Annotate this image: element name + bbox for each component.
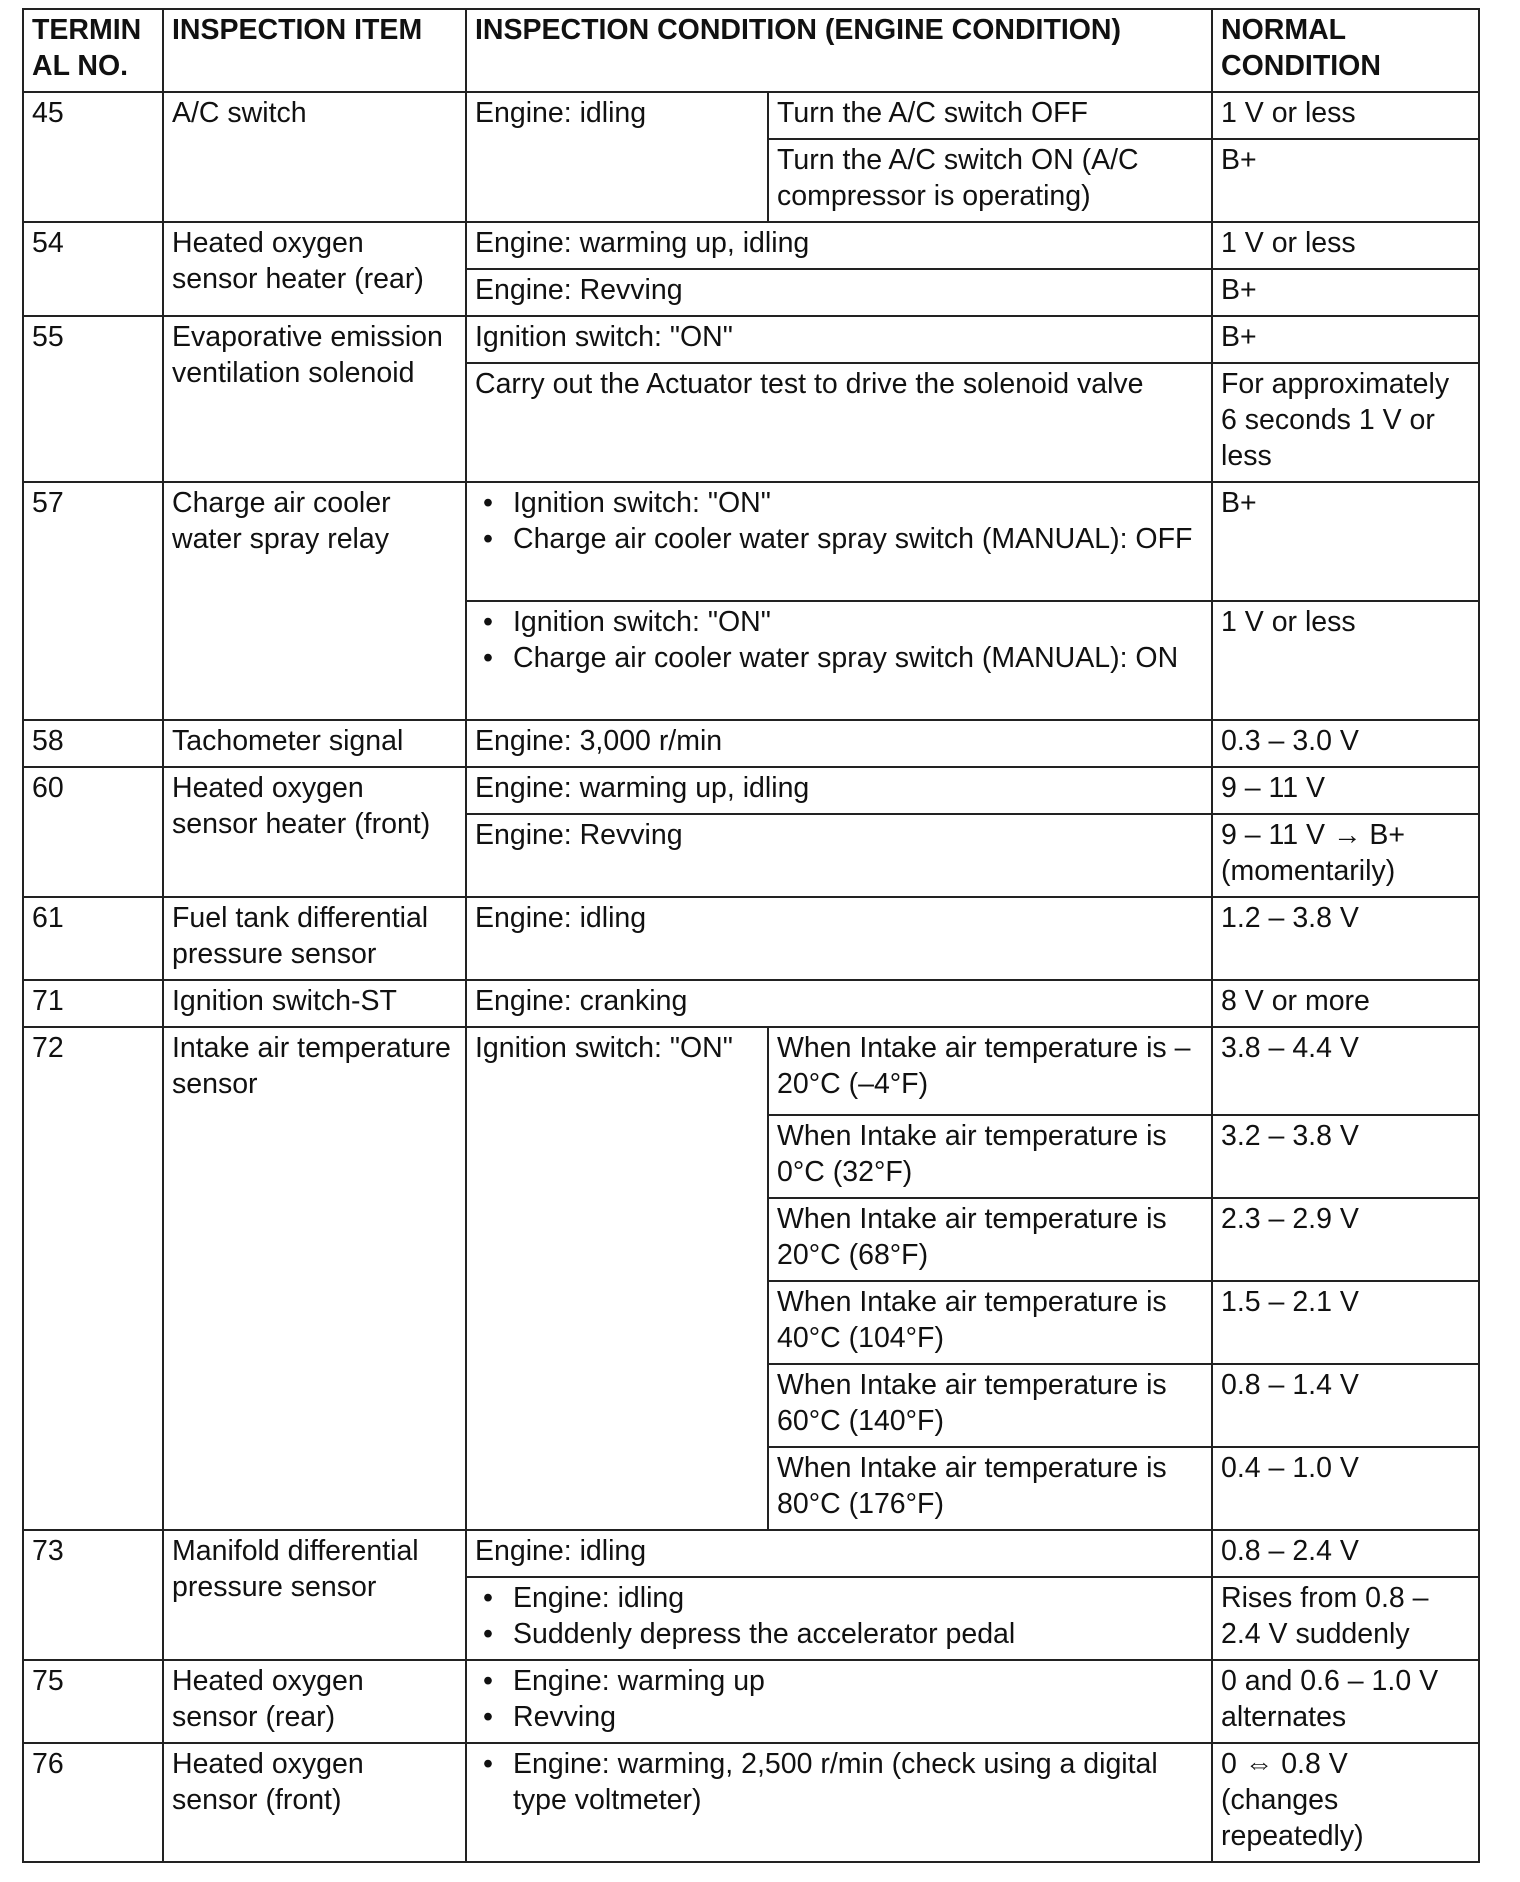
condition-cell bbox=[466, 1660, 1212, 1743]
list-item: • Charge air cooler water spray switch (MANUAL): OFF bbox=[513, 521, 1203, 557]
normal-condition-cell: 3.8 – 4.4 V bbox=[1212, 1027, 1479, 1115]
table-row bbox=[23, 92, 1479, 139]
terminal-no-cell: 58 bbox=[23, 720, 163, 767]
table-row bbox=[23, 1743, 1479, 1862]
condition-cell: Engine: 3,000 r/min bbox=[466, 720, 1212, 767]
inspection-item-cell: Heated oxygen sensor (rear) bbox=[163, 1660, 466, 1743]
table-row bbox=[23, 482, 1479, 601]
header-row bbox=[23, 9, 1479, 92]
terminal-no-cell: 45 bbox=[23, 92, 163, 222]
inspection-item-cell: Evaporative emission ventilation solenoid bbox=[163, 316, 466, 482]
table-row bbox=[23, 1027, 1479, 1115]
header-normal-condition: NORMAL CONDITION bbox=[1212, 9, 1479, 92]
normal-condition-cell: 1 V or less bbox=[1212, 92, 1479, 139]
condition-list bbox=[475, 1663, 1203, 1735]
list-item: • Engine: idling bbox=[513, 1580, 1203, 1616]
condition-list bbox=[475, 1746, 1203, 1818]
condition-cell bbox=[466, 482, 1212, 601]
inspection-item-cell: A/C switch bbox=[163, 92, 466, 222]
condition-cell bbox=[466, 1577, 1212, 1660]
normal-condition-cell: B+ bbox=[1212, 139, 1479, 222]
condition-cell: Engine: idling bbox=[466, 897, 1212, 980]
inspection-item-cell: Fuel tank differential pressure sensor bbox=[163, 897, 466, 980]
terminal-no-cell: 61 bbox=[23, 897, 163, 980]
condition-list bbox=[475, 1580, 1203, 1652]
normal-condition-cell: B+ bbox=[1212, 316, 1479, 363]
condition-cell: Engine: warming up, idling bbox=[466, 222, 1212, 269]
condition-detail-cell: When Intake air temperature is –20°C (–4°F) bbox=[768, 1027, 1212, 1115]
condition-detail-cell: When Intake air temperature is 0°C (32°F) bbox=[768, 1115, 1212, 1198]
normal-condition-cell: 0 and 0.6 – 1.0 V alternates bbox=[1212, 1660, 1479, 1743]
condition-cell: Engine: Revving bbox=[466, 814, 1212, 897]
terminal-no-cell: 76 bbox=[23, 1743, 163, 1862]
table-row bbox=[23, 980, 1479, 1027]
condition-detail-cell: When Intake air temperature is 80°C (176°F) bbox=[768, 1447, 1212, 1530]
normal-condition-cell: Rises from 0.8 – 2.4 V suddenly bbox=[1212, 1577, 1479, 1660]
terminal-no-cell: 60 bbox=[23, 767, 163, 897]
normal-condition-cell: 1 V or less bbox=[1212, 222, 1479, 269]
inspection-item-cell: Heated oxygen sensor heater (rear) bbox=[163, 222, 466, 316]
normal-condition-cell: 9 – 11 V bbox=[1212, 767, 1479, 814]
condition-list bbox=[475, 485, 1203, 557]
terminal-no-cell: 57 bbox=[23, 482, 163, 720]
condition-detail-cell: When Intake air temperature is 60°C (140°F) bbox=[768, 1364, 1212, 1447]
normal-condition-cell: 2.3 – 2.9 V bbox=[1212, 1198, 1479, 1281]
list-item: • Revving bbox=[513, 1699, 1203, 1735]
table-row bbox=[23, 767, 1479, 814]
inspection-table bbox=[22, 8, 1480, 1863]
header-inspection-condition: INSPECTION CONDITION (ENGINE CONDITION) bbox=[466, 9, 1212, 92]
normal-condition-cell: For approximately 6 seconds 1 V or less bbox=[1212, 363, 1479, 482]
terminal-no-cell: 72 bbox=[23, 1027, 163, 1530]
condition-cell: Engine: warming up, idling bbox=[466, 767, 1212, 814]
table-row bbox=[23, 316, 1479, 363]
condition-cell bbox=[466, 601, 1212, 720]
condition-cell bbox=[466, 1743, 1212, 1862]
list-item: • Suddenly depress the accelerator pedal bbox=[513, 1616, 1203, 1652]
table-row bbox=[23, 222, 1479, 269]
condition-cell: Engine: Revving bbox=[466, 269, 1212, 316]
normal-condition-cell: 9 – 11 V → B+ (momentarily) bbox=[1212, 814, 1479, 897]
normal-condition-cell: B+ bbox=[1212, 482, 1479, 601]
condition-cell: Engine: cranking bbox=[466, 980, 1212, 1027]
normal-condition-cell: 0 ⇔ 0.8 V (changes repeatedly) bbox=[1212, 1743, 1479, 1862]
condition-cell: Carry out the Actuator test to drive the solenoid valve bbox=[466, 363, 1212, 482]
inspection-item-cell: Ignition switch-ST bbox=[163, 980, 466, 1027]
terminal-no-cell: 54 bbox=[23, 222, 163, 316]
inspection-item-cell: Charge air cooler water spray relay bbox=[163, 482, 466, 720]
terminal-no-cell: 73 bbox=[23, 1530, 163, 1660]
header-inspection-item: INSPECTION ITEM bbox=[163, 9, 466, 92]
normal-condition-cell: 0.8 – 2.4 V bbox=[1212, 1530, 1479, 1577]
normal-condition-cell: 0.3 – 3.0 V bbox=[1212, 720, 1479, 767]
condition-cell: Engine: idling bbox=[466, 1530, 1212, 1577]
terminal-no-cell: 55 bbox=[23, 316, 163, 482]
inspection-item-cell: Intake air temperature sensor bbox=[163, 1027, 466, 1530]
inspection-item-cell: Tachometer signal bbox=[163, 720, 466, 767]
normal-condition-cell: 3.2 – 3.8 V bbox=[1212, 1115, 1479, 1198]
normal-condition-cell: 1.5 – 2.1 V bbox=[1212, 1281, 1479, 1364]
inspection-item-cell: Manifold differential pressure sensor bbox=[163, 1530, 466, 1660]
list-item: • Engine: warming, 2,500 r/min (check using a digital type voltmeter) bbox=[513, 1746, 1203, 1818]
list-item: • Charge air cooler water spray switch (MANUAL): ON bbox=[513, 640, 1203, 676]
normal-condition-cell: 8 V or more bbox=[1212, 980, 1479, 1027]
normal-condition-cell: B+ bbox=[1212, 269, 1479, 316]
list-item: • Engine: warming up bbox=[513, 1663, 1203, 1699]
list-item: • Ignition switch: "ON" bbox=[513, 604, 1203, 640]
condition-detail-cell: When Intake air temperature is 40°C (104°F) bbox=[768, 1281, 1212, 1364]
inspection-item-cell: Heated oxygen sensor heater (front) bbox=[163, 767, 466, 897]
list-item: • Ignition switch: "ON" bbox=[513, 485, 1203, 521]
table-row bbox=[23, 897, 1479, 980]
condition-detail-cell: When Intake air temperature is 20°C (68°F) bbox=[768, 1198, 1212, 1281]
condition-detail-cell: Turn the A/C switch ON (A/C compressor is operating) bbox=[768, 139, 1212, 222]
condition-cell: Ignition switch: "ON" bbox=[466, 316, 1212, 363]
header-terminal-no: TERMIN AL NO. bbox=[23, 9, 163, 92]
condition-list bbox=[475, 604, 1203, 676]
condition-detail-cell: Turn the A/C switch OFF bbox=[768, 92, 1212, 139]
table-row bbox=[23, 720, 1479, 767]
normal-condition-cell: 1.2 – 3.8 V bbox=[1212, 897, 1479, 980]
normal-condition-cell: 1 V or less bbox=[1212, 601, 1479, 720]
condition-cell: Ignition switch: "ON" bbox=[466, 1027, 768, 1530]
inspection-item-cell: Heated oxygen sensor (front) bbox=[163, 1743, 466, 1862]
terminal-no-cell: 75 bbox=[23, 1660, 163, 1743]
terminal-no-cell: 71 bbox=[23, 980, 163, 1027]
table-row bbox=[23, 1660, 1479, 1743]
table-row bbox=[23, 1530, 1479, 1577]
normal-condition-cell: 0.4 – 1.0 V bbox=[1212, 1447, 1479, 1530]
condition-cell: Engine: idling bbox=[466, 92, 768, 222]
normal-condition-cell: 0.8 – 1.4 V bbox=[1212, 1364, 1479, 1447]
